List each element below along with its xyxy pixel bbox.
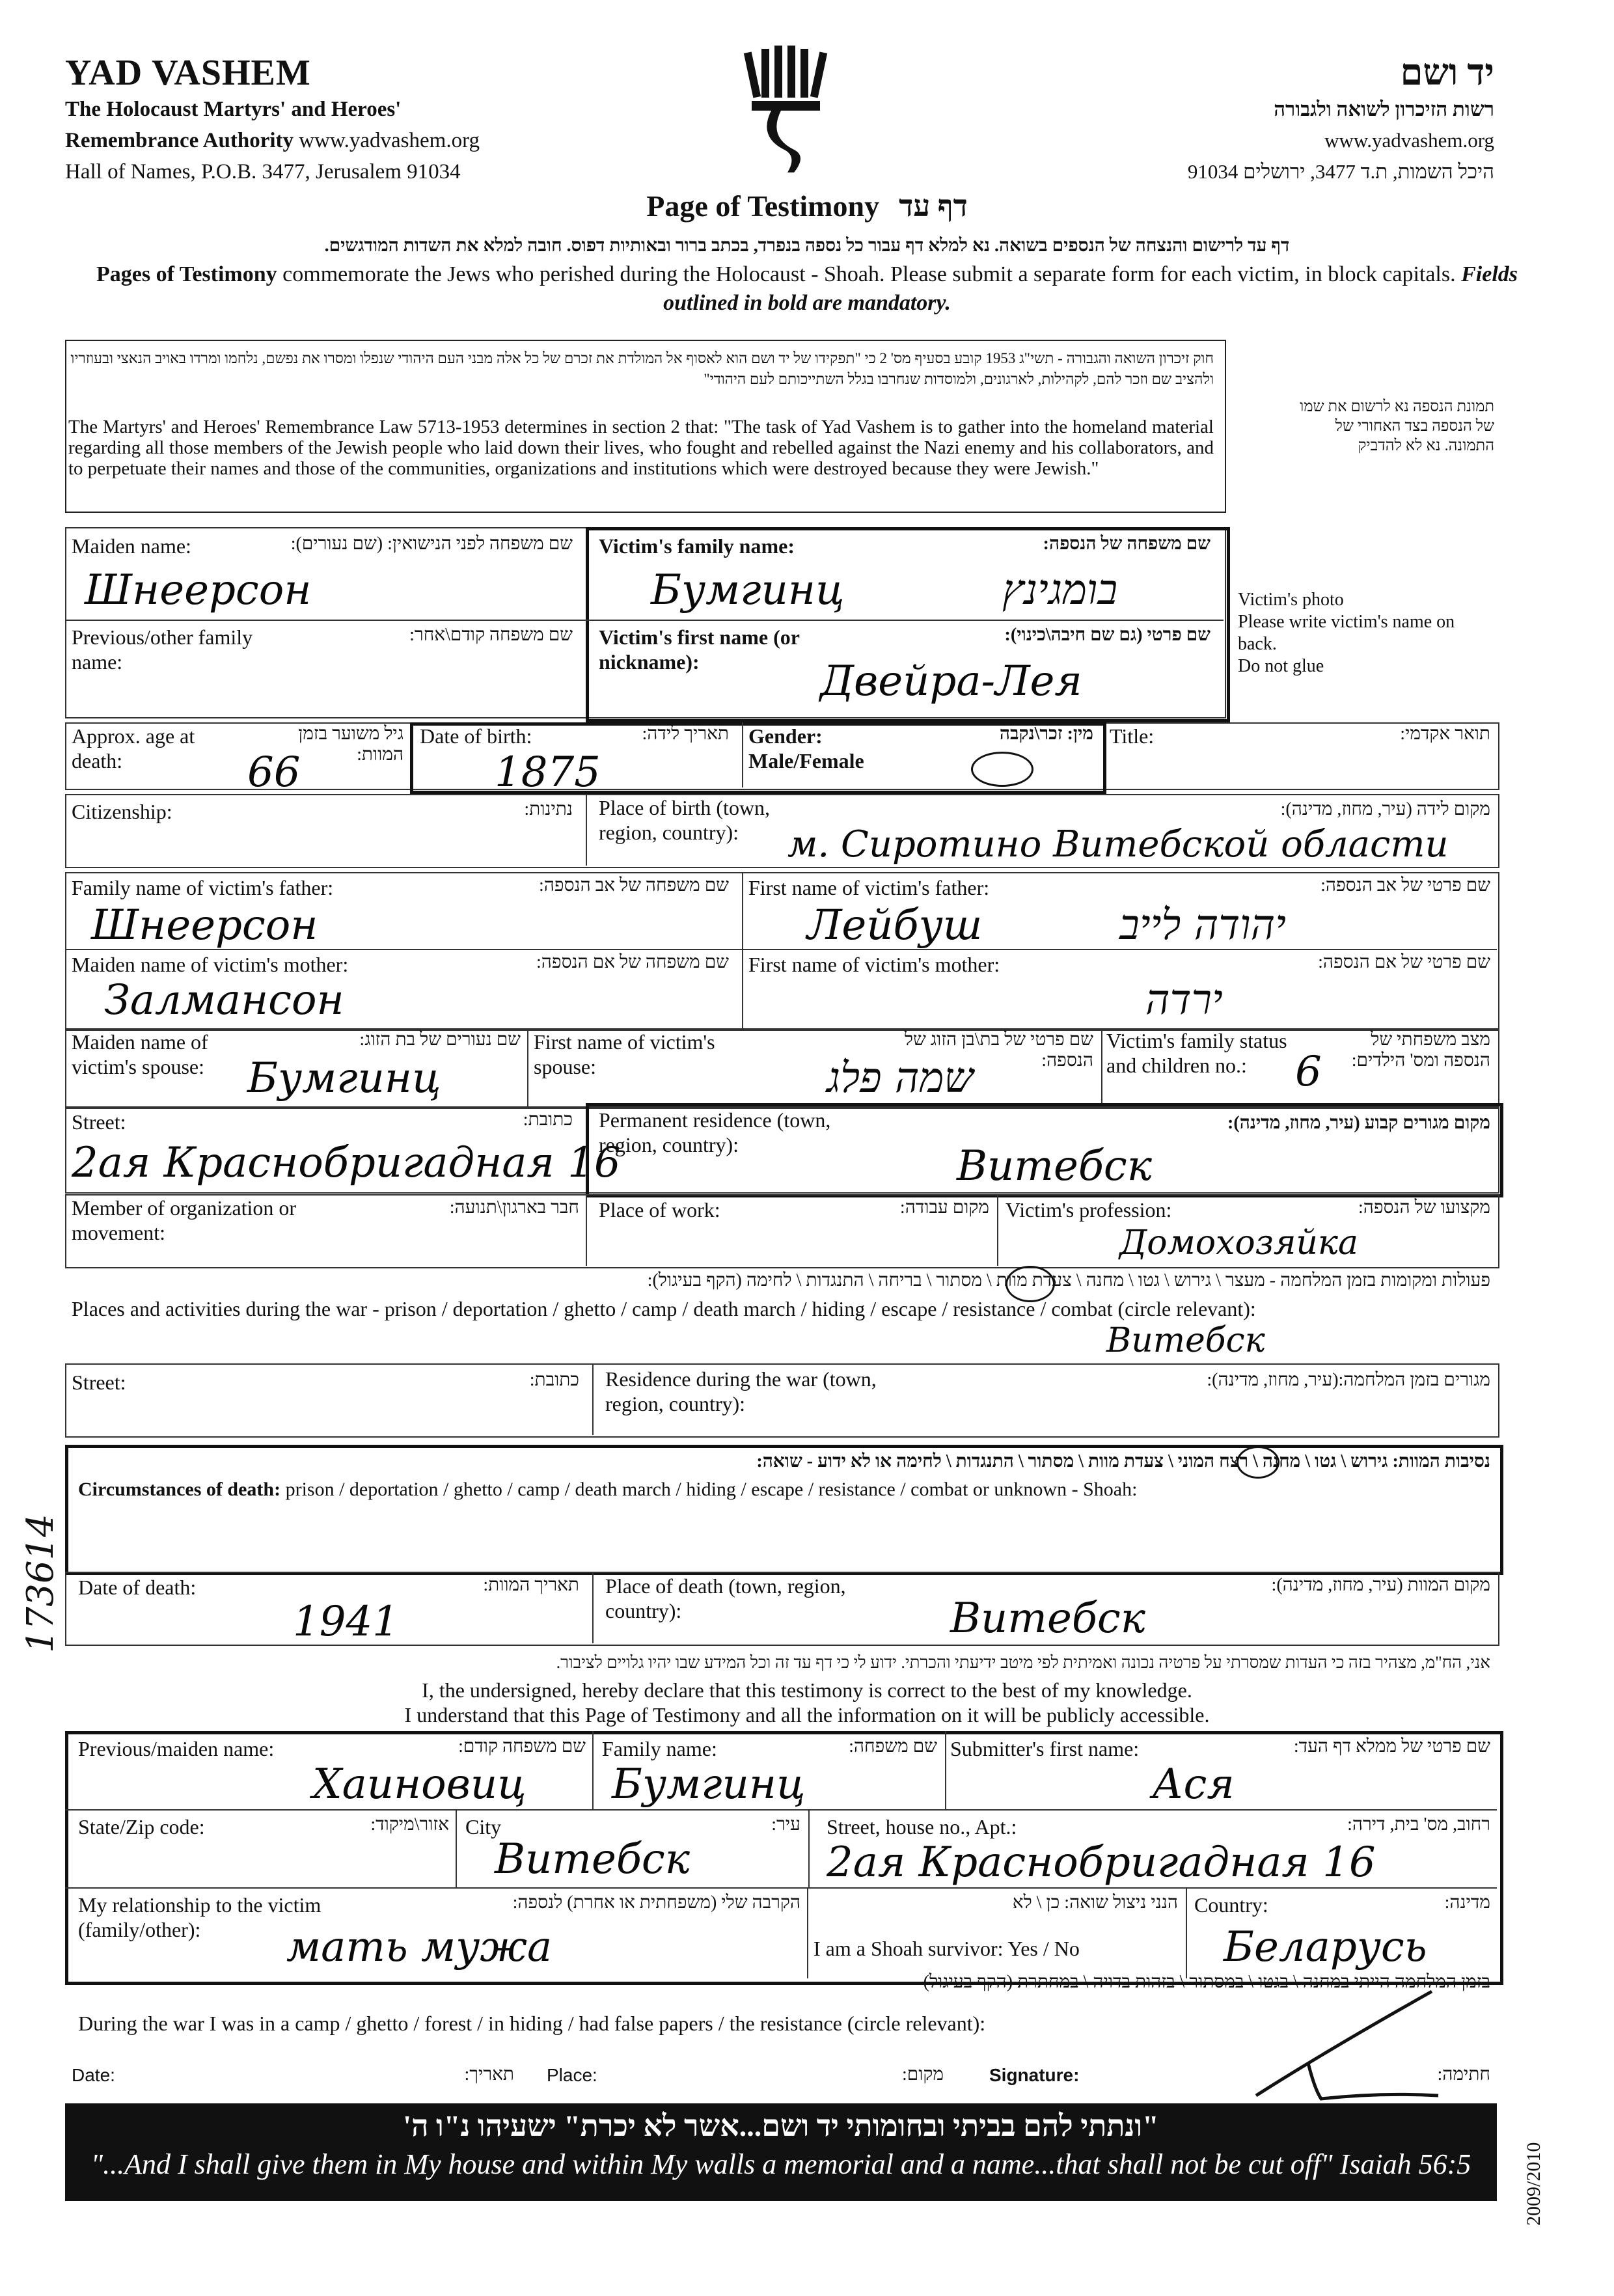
family-status-label: Victim's family status and children no.: [1106,1029,1287,1077]
date-label: Date: [72,2065,115,2085]
circumstances-label [78,1477,1484,1502]
declaration-en-2: I understand that this Page of Testimony and all the information on it will be publicly accessible. [404,1703,1210,1727]
profession-label-he: מקצועו של הנספה: [1358,1197,1490,1218]
father-first-label-he: שם פרטי של אב הנספה: [1320,875,1490,895]
dob-label-he: תאריך לידה: [642,724,729,744]
photo-note-en-1: Victim's photo [1238,590,1344,610]
spouse-first-label: First name of victim's spouse: [534,1030,715,1078]
place-label-he: מקום: [902,2064,944,2084]
org-name-he: יד ושם [1400,53,1494,93]
dob-value[interactable]: 1875 [495,748,601,797]
photo-note-en-2: Please write victim's name on back. [1238,612,1455,654]
title-label: Title: [1110,724,1155,748]
gender-female-circle [971,752,1033,787]
age-value[interactable]: 66 [247,748,301,797]
birth-place-label: Place of birth (town, region, country): [599,796,771,844]
org-subtitle-en-2: Remembrance Authority [65,129,294,152]
header-english [65,52,480,187]
spouse-maiden-label: Maiden name of victim's spouse: [72,1030,208,1078]
intro-he: דף עד לרישום והנצחה של הנספים בשואה. נא למלא דף עבור כל נספה בנפרד, בכתב ברור ובאותיות דפוס. חובה למלא את השדות המודגשים. [324,236,1290,256]
footer-quote-he: "ונתתי להם בביתי ובחומותי יד ושם...אשר לא יכרת" ישעיהו נ"ו ה' [403,2109,1159,2142]
residence-value[interactable]: Витебск [957,1142,1152,1190]
maiden-name-label-he: שם משפחה לפני הנישואין: (שם נעורים): [290,534,573,554]
submitter-street-label-he: רחוב, מס' בית, דירה: [1347,1814,1490,1835]
father-first-label: First name of victim's father: [748,876,990,899]
father-family-label-he: שם משפחה של אב הנספה: [539,875,729,895]
spouse-first-label-he: שם פרטי של בת\בן הזוג של הנספה: [904,1030,1093,1071]
footer-quote-en: "...And I shall give them in My house and within My walls a memorial and a name...that shall not be cut off" Isaiah 56:5 [90,2148,1471,2180]
first-name-value[interactable]: Двейра-Лея [820,657,1082,705]
intro-en-bold: Pages of Testimony [96,262,277,286]
father-family-value[interactable]: Шнеерсон [91,901,318,950]
ghetto-death-circle [1237,1446,1279,1479]
death-place-label-he: מקום המוות (עיר, מחוז, מדינה): [1271,1575,1490,1595]
divider [65,620,1224,621]
submitter-street-value[interactable]: 2ая Краснобригадная 16 [827,1838,1376,1887]
form-title-en: Page of Testimony [646,189,880,223]
residence-label: Permanent residence (town, region, country): [599,1108,831,1156]
relationship-value[interactable]: мать мужа [286,1923,553,1971]
member-org-label: Member of organization or movement: [72,1196,297,1244]
submitter-first-label: Submitter's first name: [950,1737,1140,1760]
mother-first-value[interactable]: ירדה [1145,976,1223,1024]
death-date-value[interactable]: 1941 [293,1598,399,1646]
family-name-value[interactable]: Бумгинц [651,566,845,614]
age-label: Approx. age at death: [72,724,195,772]
org-url-he: www.yadvashem.org [1324,129,1494,152]
org-subtitle-he: רשות הזיכרון לשואה ולגבורה [1274,98,1494,120]
photo-note-en-3: Do not glue [1238,656,1324,676]
member-org-label-he: חבר בארגון\תנועה: [449,1197,579,1218]
signature-label: Signature: [989,2065,1080,2085]
street-label-he: כתובת: [523,1110,573,1130]
death-place-label: Place of death (town, region, country): [605,1574,846,1622]
death-date-label: Date of death: [78,1576,197,1599]
gender-label: Gender: Male/Female [748,724,864,772]
father-first-value-he[interactable]: יהודה לייב [1119,901,1286,950]
family-name-label: Victim's family name: [599,534,795,558]
citizenship-label: Citizenship: [72,800,172,823]
death-date-label-he: תאריך המוות: [483,1575,579,1595]
submitter-prev-name-label-he: שם משפחה קודם: [458,1736,586,1756]
birth-place-label-he: מקום לידה (עיר, מחוז, מדינה): [1280,799,1490,819]
circumstances-label-text: prison / deportation / ghetto / camp / death march / hiding / escape / resistance / combat or unknown - Shoah: [285,1479,1138,1500]
survivor-label: I am a Shoah survivor: Yes / No [814,1937,1080,1960]
mother-first-label-he: שם פרטי של אם הנספה: [1318,952,1490,972]
activities-value[interactable]: Витебск [1106,1321,1265,1360]
citizenship-label-he: נתינות: [524,799,573,819]
city-value[interactable]: Витебск [495,1835,690,1883]
submitter-first-label-he: שם פרטי של ממלא דף העד: [1293,1736,1490,1756]
form-title [0,189,1614,223]
submitter-prev-name-value[interactable]: Хаиновиц [312,1760,527,1809]
divider [65,1887,1497,1889]
circumstances-label-he: נסיבות המוות: גירוש \ גטו \ מחנה \ רצח המוני \ צעדת מוות \ מסתור \ התנגדות \ לחימה או לא ידוע - שואה: [756,1451,1490,1471]
intro-en [72,260,1542,318]
place-label: Place: [547,2065,597,2085]
family-name-value-he[interactable]: בומגינץ [1002,566,1118,614]
photo-note-he: תמונת הנספה נא לרשום את שמו של הנספה בצד האחורי של התמונה. נא לא להדביק [1300,398,1494,454]
previous-name-label-he: שם משפחה קודם\אחר: [409,625,573,645]
title-label-he: תואר אקדמי: [1400,724,1490,744]
profession-value[interactable]: Домохозяйка [1119,1223,1358,1263]
family-status-value[interactable]: 6 [1295,1048,1322,1096]
war-street-label-he: כתובת: [529,1370,579,1390]
gender-label-he: מין: זכר\נקבה [999,724,1093,744]
mother-maiden-value[interactable]: Залмансон [104,976,344,1024]
activities-label-he: פעולות ומקומות בזמן המלחמה - מעצר \ גירוש \ גטו \ מחנה \ צעדת מוות \ מסתור \ בריחה \ התנגדות \ לחימה (הקף בעיגול): [647,1270,1490,1291]
death-place-value[interactable]: Витебск [950,1594,1145,1643]
first-name-label-he: שם פרטי (גם שם חיבה\כינוי): [1004,625,1210,645]
org-subtitle-en-1: The Holocaust Martyrs' and Heroes' [65,98,402,121]
relationship-label: My relationship to the victim (family/other): [78,1893,321,1941]
activities-label: Places and activities during the war - prison / deportation / ghetto / camp / death march / hiding / escape / resistance / combat (circle relevant): [72,1297,1256,1320]
survivor-label-he: הנני ניצול שואה: כן \ לא [1012,1893,1178,1913]
dob-label: Date of birth: [420,724,532,748]
declaration-he: אני, הח"מ, מצהיר בזה כי העדות שמסרתי על פרטיה נכונה ואמיתית לפי מיטב ידיעתי והכרתי. ידוע לי כי דף עד זה וכל המידע שבו יהיו גלויים לציבור. [556,1653,1490,1672]
father-family-label: Family name of victim's father: [72,876,334,899]
ghetto-circle [1005,1266,1055,1302]
submitter-first-value[interactable]: Ася [1152,1760,1235,1809]
law-text-he: חוק זיכרון השואה והגבורה - תשי"ג 1953 קובע בסעיף מס' 2 כי "תפקידו של יד ושם הוא לאסוף אל המולדת את זכרם של כל אלה מבני העם היהודי שנפלו ומסרו את נפשם, נלחמו ומרדו באויב הנאצי ובעוזריו ולהציב שם וזכר להם, לקהילות, לארגונים, ולמוסדות שנחרבו בגלל השתייכותם לעם היהודי" [70,350,1214,387]
signature-label-he: חתימה: [1437,2064,1490,2084]
country-label-he: מדינה: [1444,1893,1490,1913]
work-place-label: Place of work: [599,1198,720,1222]
city-label-he: עיר: [771,1814,800,1835]
war-residence-label-he: מגורים בזמן המלחמה:(עיר, מחוז, מדינה): [1207,1370,1490,1390]
zip-label: State/Zip code: [78,1815,205,1838]
profession-label: Victim's profession: [1005,1198,1172,1222]
menorah-logo [742,46,833,176]
father-first-value[interactable]: Лейбуш [807,901,983,950]
intro-en-italic: Fields outlined in bold are mandatory. [663,262,1518,315]
work-place-label-he: מקום עבודה: [899,1197,989,1218]
mother-first-label: First name of victim's mother: [748,953,1000,976]
law-text-en: The Martyrs' and Heroes' Remembrance Law 5713-1953 determines in section 2 that: "The task of Yad Vashem is to gather into the homeland material regarding all those members of the Jewish people who laid down their lives, who fought and rebelled against the Nazi enemy and his collaborators, and to perpetuate their names and those of the communities, organizations and institutions which were destroyed because they were Jewish." [68,417,1214,479]
intro-en-text: commemorate the Jews who perished during the Holocaust - Shoah. Please submit a separate form for each victim, in block capitals. [282,262,1456,286]
street-label: Street: [72,1110,126,1134]
war-place-label-he: בזמן המלחמה הייתי במחנה \ בגטו \ במסתור \ בזהות בדויה \ במחתרת (הקף בעיגול) [923,1972,1490,1992]
submitter-family-value[interactable]: Бумгинц [612,1760,806,1809]
country-label: Country: [1194,1893,1268,1917]
header-hebrew [1188,52,1494,187]
form-title-he: דף עד [899,189,968,223]
mother-maiden-label: Maiden name of victim's mother: [72,953,349,976]
age-label-he: גיל משוער בזמן המוות: [298,724,404,765]
record-number: 173614 [20,1514,62,1653]
circumstances-label-bold: Circumstances of death: [78,1479,281,1500]
submitter-family-label-he: שם משפחה: [849,1736,937,1756]
street-value[interactable]: 2ая Краснобригадная 16 [72,1139,621,1187]
war-street-label: Street: [72,1371,126,1394]
residence-label-he: מקום מגורים קבוע (עיר, מחוז, מדינה): [1227,1113,1490,1133]
zip-label-he: אזור\מיקוד: [370,1814,449,1835]
city-label: City [465,1815,502,1838]
country-value[interactable]: Беларусь [1224,1923,1427,1971]
spouse-first-value[interactable]: שמה פלג [827,1054,974,1102]
birth-place-value[interactable]: м. Сиротино Витебской области [787,823,1449,866]
org-address-en: Hall of Names, P.O.B. 3477, Jerusalem 91034 [65,160,461,184]
mother-maiden-label-he: שם משפחה של אם הנספה: [536,952,729,972]
maiden-name-value[interactable]: Шнеерсон [85,566,312,614]
submitter-street-label: Street, house no., Apt.: [827,1815,1017,1838]
spouse-maiden-label-he: שם נעורים של בת הזוג: [359,1030,521,1050]
spouse-maiden-value[interactable]: Бумгинц [247,1054,441,1102]
org-address-he: היכל השמות, ת.ד 3477, ירושלים 91034 [1187,160,1494,183]
first-name-label: Victim's first name (or nickname): [599,625,800,674]
submitter-prev-name-label: Previous/maiden name: [78,1737,275,1760]
org-url-en: www.yadvashem.org [299,129,480,152]
submitter-family-label: Family name: [602,1737,717,1760]
family-status-label-he: מצב משפחתי של הנספה ומס' הילדים: [1351,1030,1490,1071]
war-residence-label: Residence during the war (town, region, country): [605,1367,877,1415]
declaration-en-1: I, the undersigned, hereby declare that this testimony is correct to the best of my knowledge. [422,1678,1192,1702]
relationship-label-he: הקרבה שלי (משפחתית או אחרת) לנספה: [512,1893,800,1913]
maiden-name-label: Maiden name: [72,534,191,558]
photo-note-en [1238,589,1498,677]
war-place-label: During the war I was in a camp / ghetto / forest / in hiding / had false papers / the resistance (circle relevant): [78,2012,986,2035]
previous-name-label: Previous/other family name: [72,625,253,674]
family-name-label-he: שם משפחה של הנספה: [1043,534,1210,554]
date-label-he: תאריך: [464,2064,514,2084]
org-name-en: YAD VASHEM [65,53,311,93]
signature-mark [1250,1978,1445,2109]
form-year: 2009/2010 [1523,2142,1544,2226]
